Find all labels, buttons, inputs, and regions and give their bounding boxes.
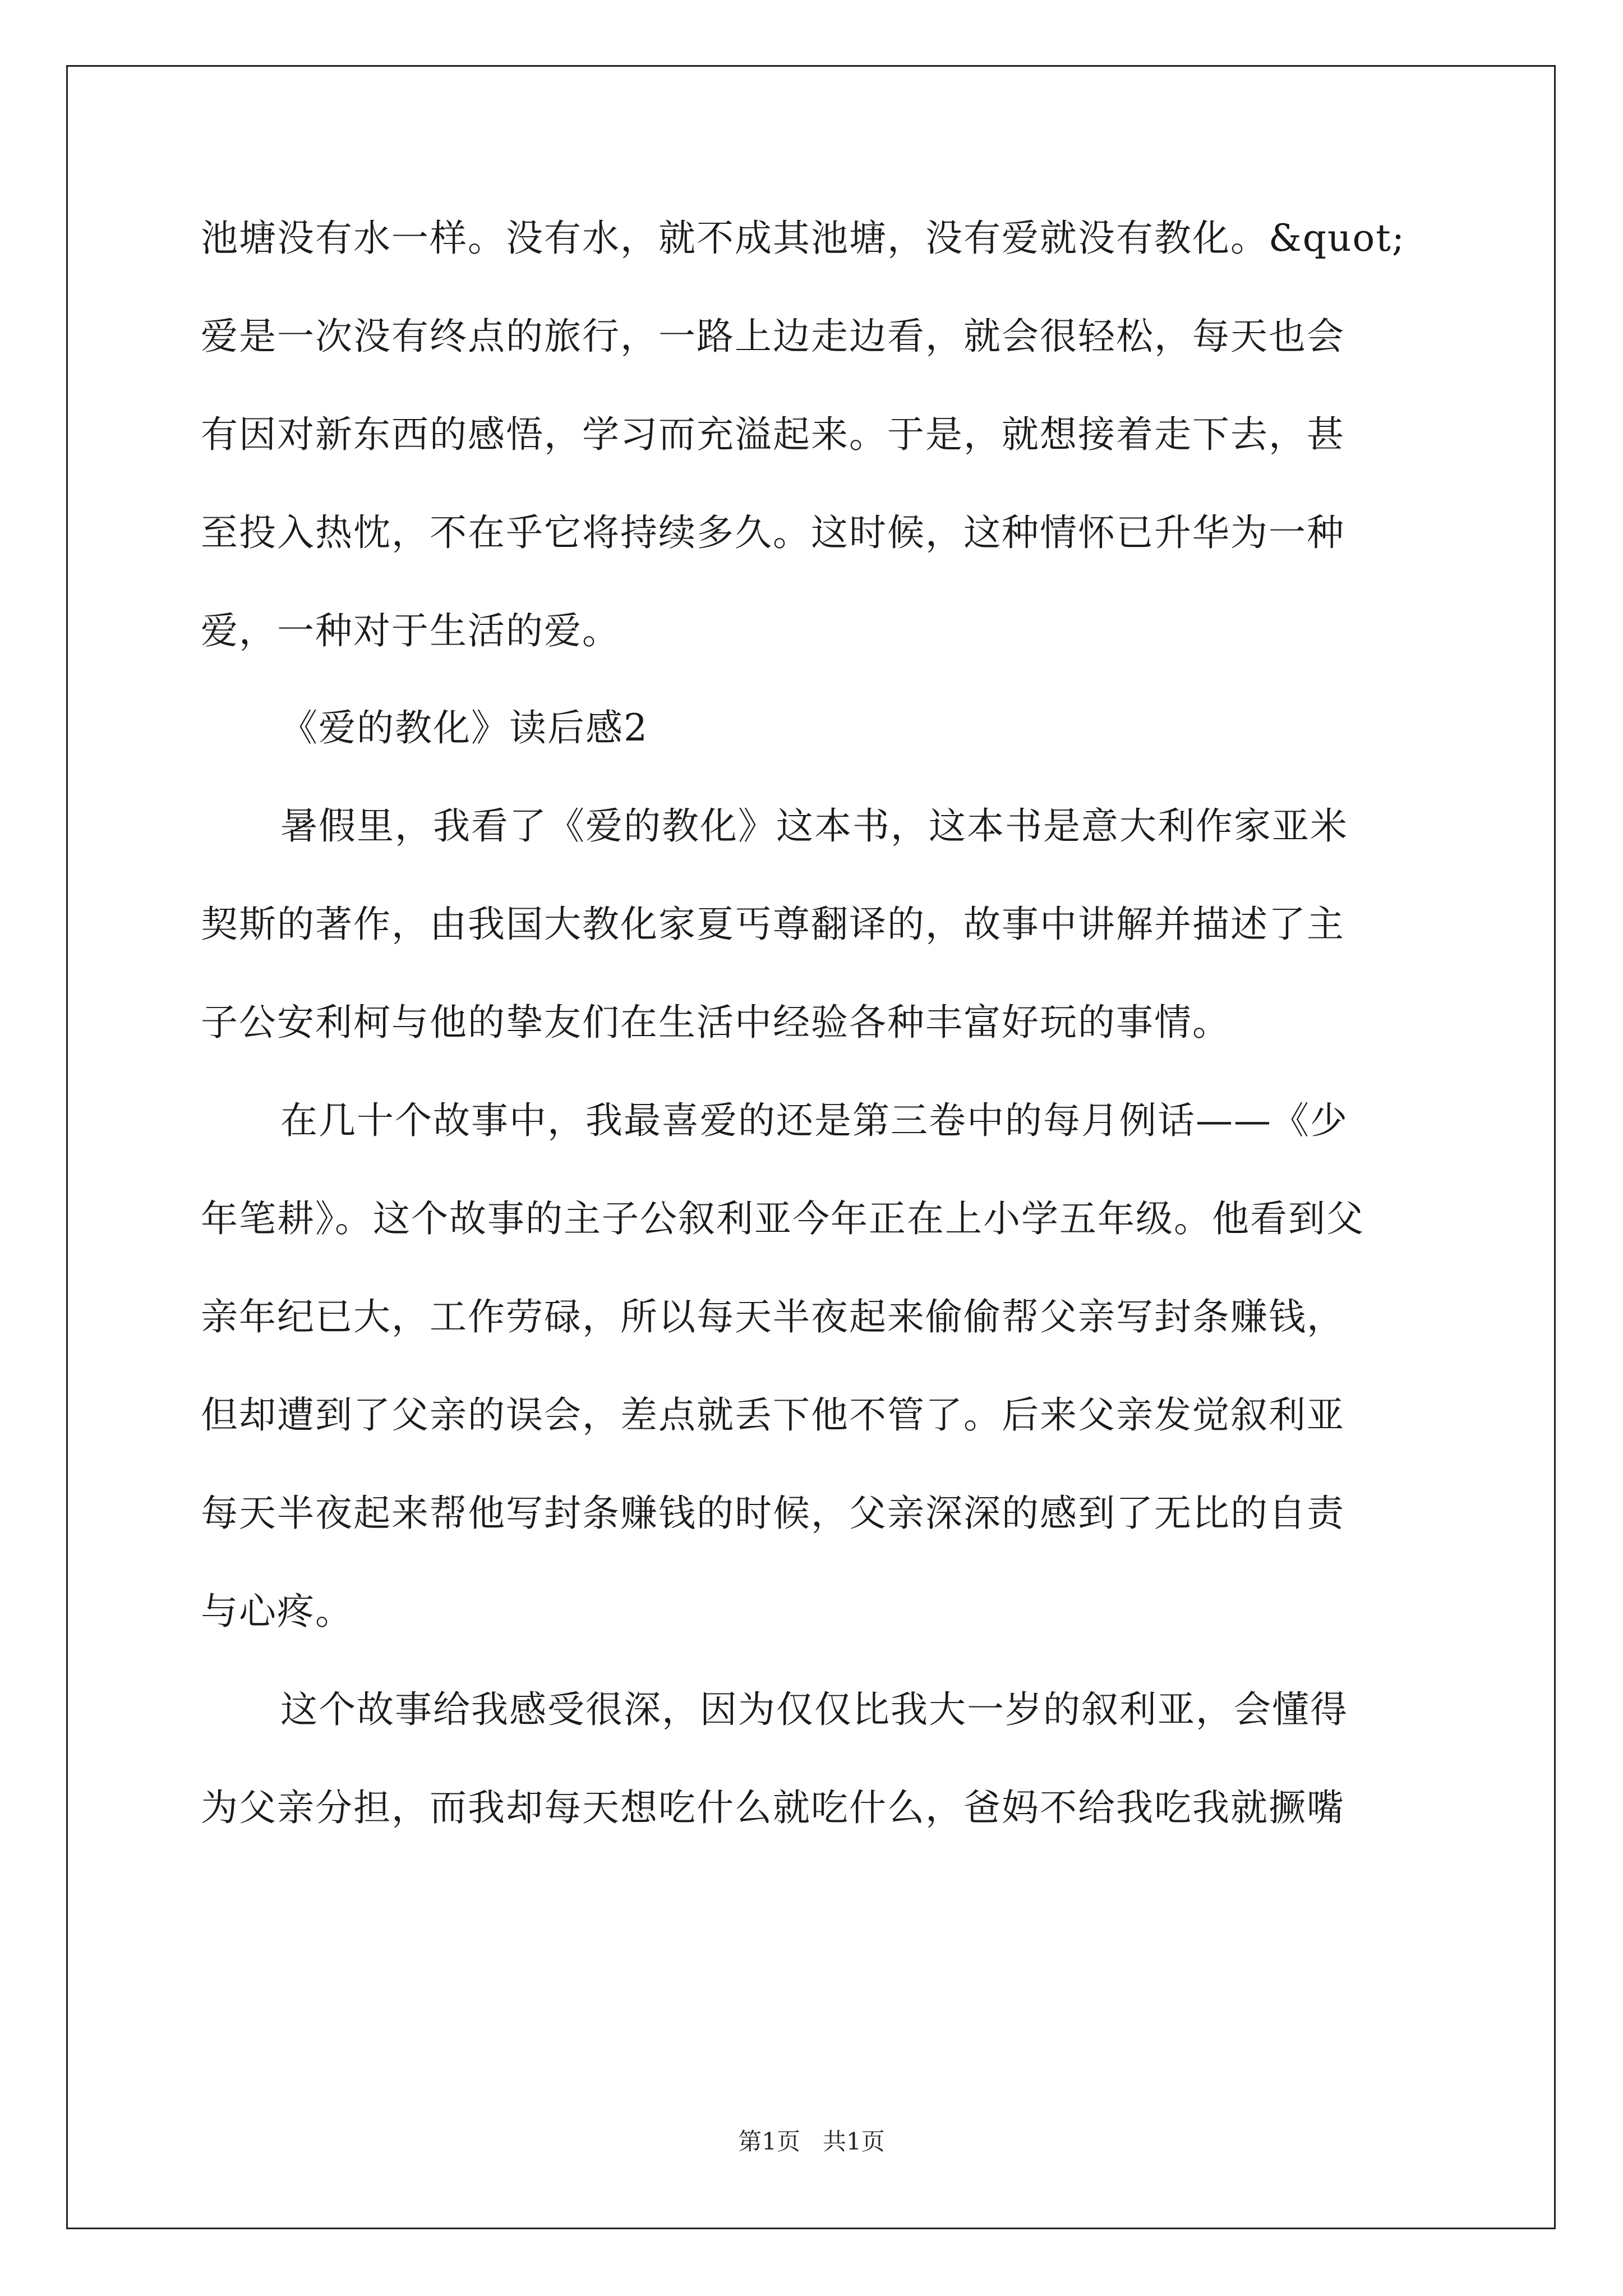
text-line-17: 为父亲分担，而我却每天想吃什么就吃什么，爸妈不给我吃我就撅嘴: [201, 1786, 1345, 1829]
text-line-10: 在几十个故事中，我最喜爱的还是第三卷中的每月例话——《少: [280, 1099, 1348, 1142]
text-line-7: 暑假里，我看了《爱的教化》这本书，这本书是意大利作家亚米: [280, 804, 1348, 848]
text-line-4: 至投入热忱，不在乎它将持续多久。这时候，这种情怀已升华为一种: [201, 511, 1345, 554]
text-line-1: 池塘没有水一样。没有水，就不成其池塘，没有爱就没有教化。&quot;: [201, 217, 1405, 260]
text-line-9: 子公安利柯与他的挚友们在生活中经验各种丰富好玩的事情。: [201, 1001, 1230, 1044]
text-line-16: 这个故事给我感受很深，因为仅仅比我大一岁的叙利亚，会懂得: [280, 1688, 1348, 1731]
page-number-footer: 第1页 共1页: [738, 2128, 885, 2155]
text-line-2: 爱是一次没有终点的旅行，一路上边走边看，就会很轻松，每天也会: [201, 315, 1345, 358]
text-line-12: 亲年纪已大，工作劳碌，所以每天半夜起来偷偷帮父亲写封条赚钱，: [201, 1295, 1345, 1338]
text-line-14: 每天半夜起来帮他写封条赚钱的时候，父亲深深的感到了无比的自责: [201, 1492, 1345, 1535]
text-line-5: 爱，一种对于生活的爱。: [201, 609, 620, 652]
section-heading: 《爱的教化》读后感2: [280, 706, 648, 749]
text-line-8: 契斯的著作，由我国大教化家夏丐尊翻译的，故事中讲解并描述了主: [201, 903, 1345, 946]
text-line-15: 与心疼。: [201, 1590, 353, 1633]
text-line-13: 但却遭到了父亲的误会，差点就丢下他不管了。后来父亲发觉叙利亚: [201, 1393, 1345, 1437]
text-line-3: 有因对新东西的感悟，学习而充溢起来。于是，就想接着走下去，甚: [201, 413, 1345, 456]
text-line-11: 年笔耕》。这个故事的主子公叙利亚今年正在上小学五年级。他看到父: [201, 1197, 1364, 1240]
page-border: [66, 65, 1556, 2229]
